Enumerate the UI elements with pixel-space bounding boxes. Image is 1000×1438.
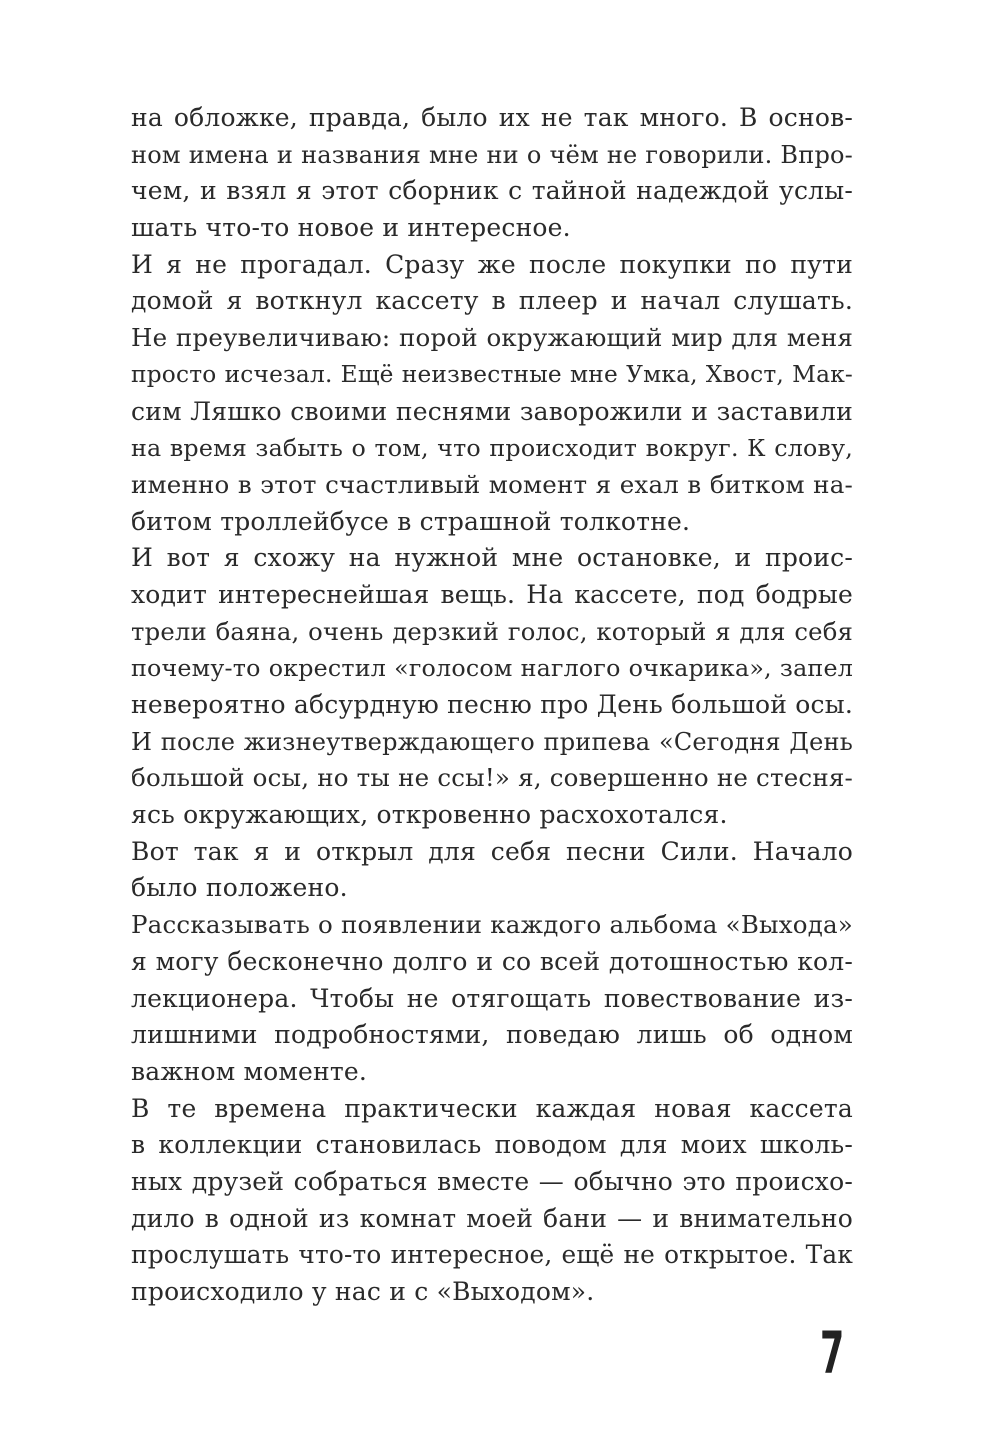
- text-line: на обложке, правда, было их не так много. В основ-: [131, 103, 853, 132]
- text-line: именно в этот счастливый момент я ехал в битком на-: [131, 469, 853, 499]
- text-line: лишними подробностями, поведаю лишь об одном: [131, 1020, 853, 1050]
- text-line: Не преувеличиваю: порой окружающий мир для меня: [131, 323, 853, 353]
- text-line: на время забыть о том, что происходит вокруг. К слову,: [131, 434, 853, 463]
- paragraph-start: И я не прогадал. Сразу же после покупки по пути: [131, 249, 853, 279]
- text-line: было положено.: [131, 873, 348, 903]
- text-line: В те времена практически каждая новая кассета: [131, 1093, 853, 1123]
- text-line: ясь окружающих, откровенно расхохотался.: [131, 800, 728, 830]
- body-text: [131, 100, 853, 1311]
- text-line: Вот так я и открыл для себя песни Сили. Начало: [131, 836, 853, 866]
- text-line: Рассказывать о появлении каждого альбома «Выхода»: [131, 910, 853, 940]
- text-line: [131, 247, 853, 284]
- text-line: просто исчезал. Ещё неизвестные мне Умка, Хвост, Мак-: [131, 360, 853, 388]
- text-line: я могу бесконечно долго и со всей дотошностью кол-: [131, 946, 853, 976]
- page-number: 7: [820, 1319, 845, 1387]
- text-line: в коллекции становилась поводом для моих школь-: [131, 1130, 853, 1160]
- text-line: И вот я схожу на нужной мне остановке, и проис-: [131, 543, 853, 573]
- text-line: ном имена и названия мне ни о чём не говорили. Впро-: [131, 140, 853, 169]
- text-line: ходит интереснейшая вещь. На кассете, под бодрые: [131, 579, 853, 609]
- text-line: чем, и взял я этот сборник с тайной надеждой услы-: [131, 176, 853, 206]
- text-line: битом троллейбусе в страшной толкотне.: [131, 506, 691, 536]
- text-line: лекционера. Чтобы не отягощать повествование из-: [131, 983, 853, 1013]
- text-line: невероятно абсурдную песню про День большой осы.: [131, 690, 853, 719]
- text-line: прослушать что-то интересное, ещё не открытое. Так: [131, 1240, 853, 1270]
- text-line: И после жизнеутверждающего припева «Сегодня День: [131, 727, 853, 756]
- text-line: большой осы, но ты не ссы!» я, совершенно не стесня-: [131, 763, 854, 793]
- text-line: происходило у нас и с «Выходом».: [131, 1277, 595, 1306]
- text-line: сим Ляшко своими песнями заворожили и заставили: [131, 396, 853, 426]
- text-line: дило в одной из комнат моей бани — и внимательно: [131, 1203, 853, 1233]
- text-line: домой я воткнул кассету в плеер и начал слушать.: [131, 286, 853, 316]
- text-line: почему-то окрестил «голосом наглого очкарика», запел: [131, 654, 853, 683]
- text-line: важном моменте.: [131, 1056, 368, 1086]
- text-line: трели баяна, очень дерзкий голос, который я для себя: [131, 616, 853, 646]
- text-line: ных друзей собраться вместе — обычно это происхо-: [131, 1166, 853, 1196]
- text-line: шать что-то новое и интересное.: [131, 213, 571, 243]
